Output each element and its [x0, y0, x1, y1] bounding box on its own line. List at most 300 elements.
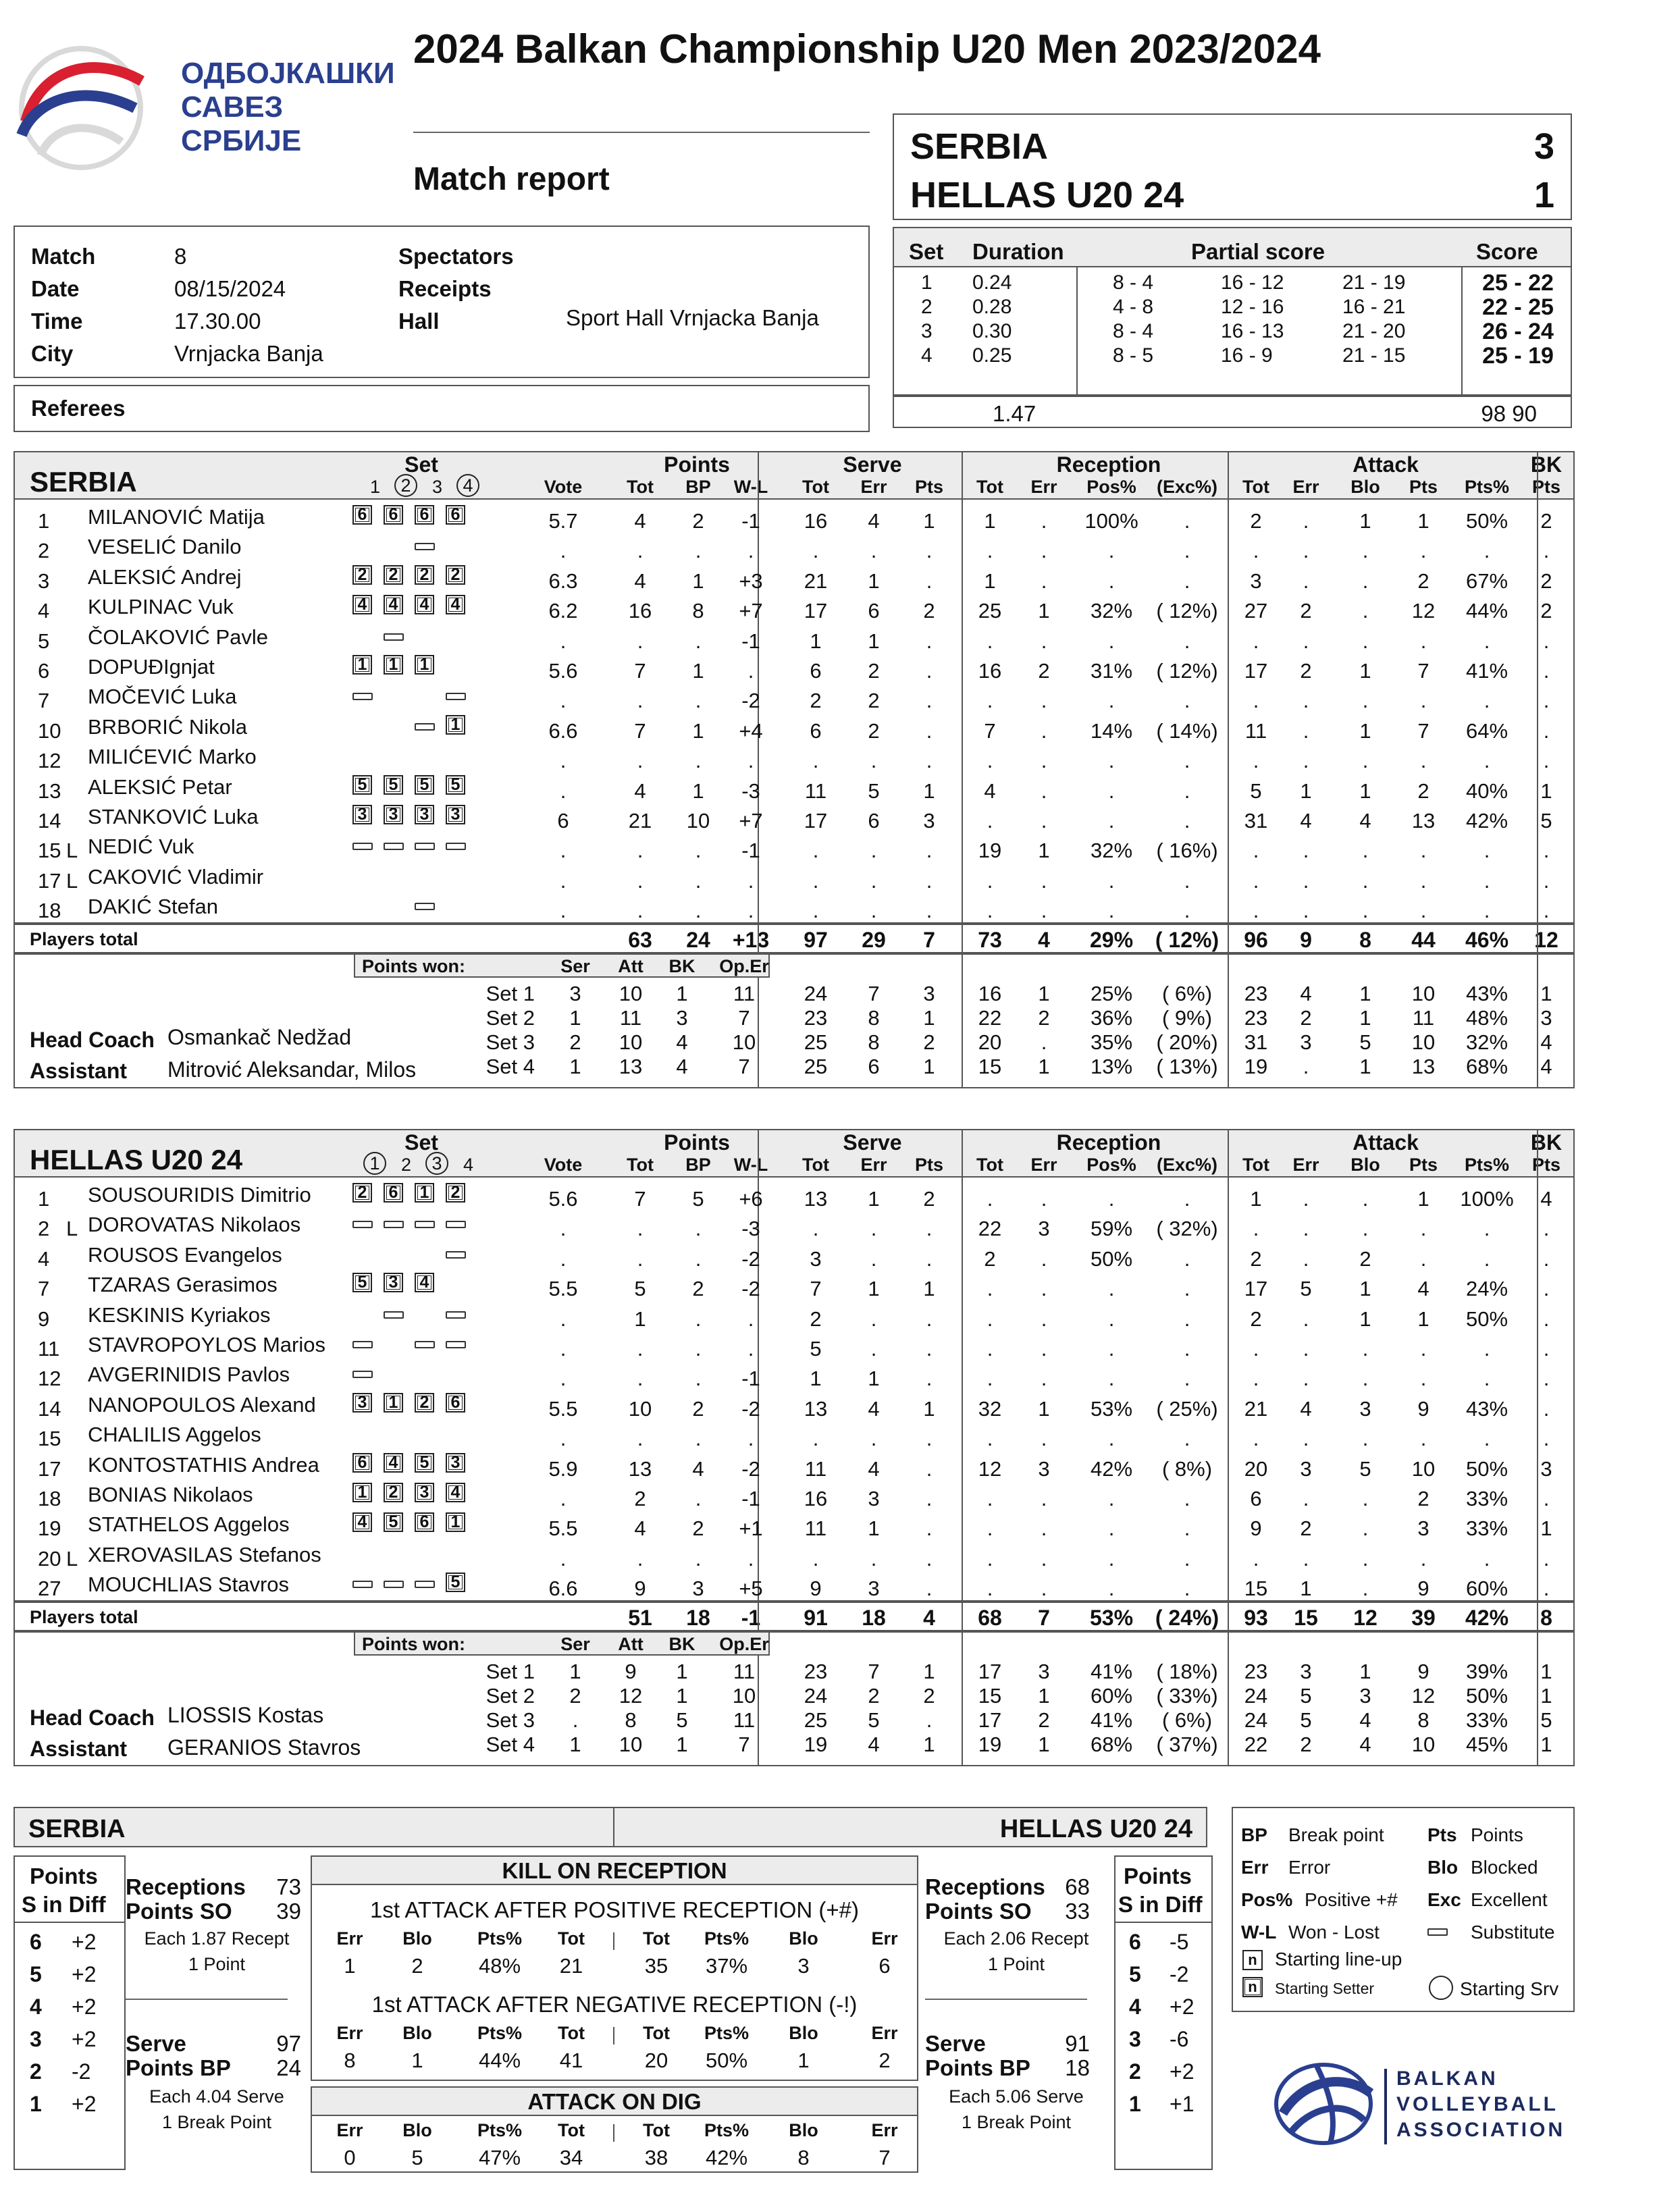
stat-rtot: .	[987, 1277, 993, 1301]
stat-wl: .	[747, 1546, 754, 1570]
setrow-bk: 1	[1540, 1683, 1552, 1708]
rotation-table-right	[1114, 1855, 1213, 2170]
stat-bp: 2	[692, 509, 704, 533]
stat-wl: .	[747, 659, 754, 683]
player-name: BRBORIĆ Nikola	[88, 714, 247, 739]
stat-apts: 2	[1417, 778, 1429, 803]
value-left: 48%	[478, 1954, 521, 1978]
receptions-label: Receptions	[126, 1874, 246, 1899]
stat-atot: 5	[1250, 778, 1262, 803]
setrow-bk: 1	[1540, 981, 1552, 1005]
stat-rpos: .	[1108, 1187, 1115, 1211]
label: Spectators	[398, 244, 514, 269]
divider	[1228, 925, 1229, 952]
col-header-left: Tot	[558, 2120, 585, 2140]
each-serve-b: 1 Break Point	[161, 2112, 272, 2132]
summary-team2-name: HELLAS U20 24	[999, 1815, 1192, 1843]
stat-aerr: 4	[1300, 1396, 1312, 1421]
subheader-rtot: Tot	[976, 1155, 1003, 1175]
total-aerr: 15	[1294, 1605, 1318, 1630]
stat-rtot: 19	[978, 839, 1002, 863]
stat-serr: .	[870, 899, 877, 923]
stat-apct: 100%	[1460, 1187, 1514, 1211]
setrow-ablo: 1	[1359, 981, 1371, 1005]
bva-divider	[1384, 2069, 1387, 2144]
stat-ablo: 1	[1359, 718, 1371, 743]
total-stot: 91	[804, 1605, 828, 1630]
player-name: CAKOVIĆ Vladimir	[88, 864, 264, 889]
starting-position: 1	[446, 715, 465, 735]
total-apts: 44	[1411, 927, 1436, 952]
set-duration: 0.28	[972, 296, 1012, 318]
divider	[1537, 955, 1538, 1087]
stat-bk: 2	[1540, 599, 1552, 623]
stat-apts: .	[1420, 899, 1427, 923]
starting-position: 3	[352, 1393, 372, 1413]
info-labels-2	[398, 240, 514, 338]
set-label: Set 1	[485, 1659, 535, 1683]
stat-ptot: .	[637, 839, 644, 863]
col-header-left: Pts%	[477, 2120, 523, 2140]
setrow-atot: 23	[1244, 1005, 1268, 1030]
setrow-atot: 23	[1244, 1659, 1268, 1683]
player-number: 27	[38, 1577, 61, 1601]
stat-atot: 9	[1250, 1516, 1262, 1541]
stat-ablo: .	[1362, 689, 1369, 713]
stat-aerr: 2	[1300, 659, 1312, 683]
stat-ptot: .	[637, 539, 644, 563]
stat-apct: .	[1484, 899, 1490, 923]
header-serve: Serve	[843, 1130, 902, 1155]
divider	[758, 925, 759, 952]
stat-bk: 1	[1540, 778, 1552, 803]
subheader-apts: Pts	[1409, 1155, 1438, 1175]
starting-position: 5	[384, 775, 403, 795]
stat-aerr: .	[1303, 1246, 1309, 1271]
stat-wl: -1	[741, 509, 760, 533]
stat-bk: .	[1543, 1487, 1550, 1510]
attack-on-dig-title: ATTACK ON DIG	[312, 2088, 917, 2116]
stat-stot: .	[812, 899, 819, 923]
each-recept: Each 1.87 Recept	[144, 1928, 290, 1949]
player-name: XEROVASILAS Stefanos	[88, 1542, 321, 1566]
stat-apts: .	[1420, 539, 1427, 563]
bva-line: ASSOCIATION	[1396, 2119, 1566, 2141]
substitute-marker	[352, 1341, 373, 1348]
stat-wl: -3	[741, 1217, 760, 1241]
player-number: 13	[38, 778, 61, 803]
stat-apts: .	[1420, 749, 1427, 773]
stat-serr: .	[870, 1246, 877, 1271]
stat-rerr: .	[1041, 1246, 1047, 1271]
each-serve: Each 4.04 Serve	[149, 2086, 284, 2107]
stat-rerr: 1	[1038, 1396, 1050, 1421]
stat-spts: 2	[923, 1187, 935, 1211]
stat-spts: .	[926, 899, 933, 923]
stat-atot: 3	[1250, 569, 1262, 593]
total-rtot: 68	[978, 1605, 1002, 1630]
rotation-s: 1	[30, 2092, 42, 2116]
stat-rpos: .	[1108, 569, 1115, 593]
points-bp-value: 24	[276, 2055, 301, 2080]
stat-rerr: .	[1041, 569, 1047, 593]
stat-rtot: .	[987, 809, 993, 833]
starting-position: 4	[446, 595, 465, 614]
stat-ptot: 1	[634, 1306, 646, 1331]
starting-position: 2	[415, 1393, 434, 1413]
team2-name: HELLAS U20 24	[910, 175, 1184, 215]
setrow-aerr: 2	[1300, 1005, 1312, 1030]
substitute-marker	[446, 843, 466, 850]
partial-8: 8 - 4	[1113, 271, 1154, 294]
legend-text: Points	[1471, 1824, 1523, 1845]
value-left: 44%	[478, 2049, 521, 2072]
value-right: 2	[878, 2049, 891, 2072]
stat-rtot: 32	[978, 1396, 1002, 1421]
subheader-wl: W-L	[733, 1155, 768, 1175]
stat-rerr: .	[1041, 749, 1047, 773]
stat-rtot: .	[987, 868, 993, 893]
label: Time	[31, 309, 83, 334]
substitute-marker	[446, 693, 466, 700]
match-date: 08/15/2024	[174, 276, 286, 301]
stat-rerr: .	[1041, 1187, 1047, 1211]
setrow-apts: 13	[1411, 1054, 1436, 1078]
header-reception: Reception	[1056, 452, 1161, 477]
receptions-label: Receptions	[925, 1874, 1045, 1899]
legend-text: Break point	[1288, 1824, 1384, 1845]
player-row	[15, 1242, 1568, 1271]
stat-rpos: .	[1108, 1367, 1115, 1391]
each-serve: Each 5.06 Serve	[949, 2086, 1084, 2107]
stat-rtot: 16	[978, 659, 1002, 683]
stat-apct: .	[1484, 839, 1490, 863]
stat-stot: 17	[804, 809, 828, 833]
setrow-rtot: 20	[978, 1030, 1002, 1054]
total-bp: 24	[686, 927, 710, 952]
legend-text: Starting Srv	[1460, 1978, 1559, 1999]
stat-serr: 3	[868, 1487, 880, 1510]
stat-ablo: .	[1362, 1187, 1369, 1211]
subheader-rexc: (Exc%)	[1156, 477, 1218, 497]
setrow-serr: 7	[868, 981, 880, 1005]
stat-aerr: .	[1303, 868, 1309, 893]
setrow-aerr: 3	[1300, 1659, 1312, 1683]
stat-ablo: .	[1362, 899, 1369, 923]
stat-stot: .	[812, 539, 819, 563]
substitute-marker	[415, 1221, 435, 1228]
starting-position: 1	[446, 1512, 465, 1532]
stat-bp: 8	[692, 599, 704, 623]
stat-bk: .	[1543, 689, 1550, 713]
value-right: 50%	[705, 2049, 748, 2072]
player-number: 12	[38, 1367, 61, 1391]
player-name: MOČEVIĆ Luka	[88, 685, 237, 709]
stat-apct: 33%	[1465, 1487, 1508, 1510]
partial-21: 21 - 15	[1342, 344, 1406, 367]
setrow-ser: 3	[569, 981, 581, 1005]
divider	[1537, 1633, 1538, 1765]
divider	[613, 1932, 614, 1950]
stat-rtot: .	[987, 1337, 993, 1361]
stat-rerr: .	[1041, 1487, 1047, 1510]
starting-position: 5	[446, 1573, 465, 1592]
stat-spts: .	[926, 868, 933, 893]
setrow-stot: 19	[804, 1732, 828, 1756]
total-wl: +13	[732, 927, 770, 952]
stat-bp: 1	[692, 659, 704, 683]
stat-atot: 21	[1244, 1396, 1268, 1421]
each-recept: Each 2.06 Recept	[943, 1928, 1089, 1949]
starting-position: 3	[352, 805, 372, 824]
stat-aerr: .	[1303, 1487, 1309, 1510]
player-name: MOUCHLIAS Stavros	[88, 1573, 290, 1597]
set-duration: 0.30	[972, 320, 1012, 342]
stat-ablo: 3	[1359, 1396, 1371, 1421]
player-name: KULPINAC Vuk	[88, 595, 234, 619]
stat-aerr: 2	[1300, 599, 1312, 623]
substitute-marker	[415, 843, 435, 850]
starting-position: 1	[384, 1393, 403, 1413]
starting-position: 3	[415, 805, 434, 824]
substitute-marker	[446, 1311, 466, 1319]
stat-stot: 2	[810, 689, 822, 713]
player-number: 7	[38, 689, 50, 713]
stat-apts: 2	[1417, 569, 1429, 593]
stat-atot: 15	[1244, 1577, 1268, 1601]
setrow-atot: 22	[1244, 1732, 1268, 1756]
stat-vote: .	[560, 1246, 567, 1271]
stat-stot: 9	[810, 1577, 822, 1601]
set-score: 25 - 19	[1482, 343, 1554, 369]
col-header-right: Tot	[643, 1928, 670, 1949]
stat-ptot: .	[637, 629, 644, 653]
legend-key: Pos%	[1241, 1889, 1293, 1910]
starting-position: 1	[384, 655, 403, 675]
set-score: 22 - 25	[1482, 294, 1554, 320]
starting-position: 1	[352, 1483, 372, 1502]
setrow-atot: 23	[1244, 981, 1268, 1005]
federation-line: СРБИЈЕ	[181, 124, 302, 157]
partial-8: 8 - 4	[1113, 320, 1154, 342]
stat-aerr: .	[1303, 1306, 1309, 1331]
setrow-rexc: ( 9%)	[1161, 1005, 1213, 1030]
player-number: 9	[38, 1306, 50, 1331]
points-so-label: Points SO	[126, 1899, 232, 1924]
total-points: 98 90	[1481, 401, 1537, 426]
stat-stot: 6	[810, 659, 822, 683]
stat-atot: 2	[1250, 509, 1262, 533]
setrow-atot: 24	[1244, 1708, 1268, 1732]
stat-rerr: .	[1041, 1577, 1047, 1601]
rotation-s: 3	[1129, 2027, 1141, 2051]
rotation-diff: +2	[1170, 2059, 1195, 2084]
player-stats-box	[14, 1129, 1575, 1602]
stat-vote: .	[560, 1337, 567, 1361]
stat-atot: .	[1253, 539, 1259, 563]
set-4-header-circled: 4	[456, 474, 479, 497]
stat-vote: .	[560, 689, 567, 713]
setrow-spts: 2	[923, 1030, 935, 1054]
stat-ablo: .	[1362, 569, 1369, 593]
stat-rerr: .	[1041, 899, 1047, 923]
col-header-left: Tot	[558, 2023, 585, 2043]
setrow-rexc: ( 6%)	[1161, 981, 1213, 1005]
stat-ptot: .	[637, 1337, 644, 1361]
legend-key: Blo	[1427, 1857, 1459, 1878]
value-left: 5	[411, 2146, 423, 2169]
starting-position: 4	[352, 1512, 372, 1532]
divider	[1228, 1633, 1229, 1765]
stat-rerr: .	[1041, 689, 1047, 713]
summary-team1-bar	[14, 1807, 614, 1847]
stat-vote: .	[560, 539, 567, 563]
stat-serr: 1	[868, 1516, 880, 1541]
stat-ptot: .	[637, 749, 644, 773]
stat-atot: 27	[1244, 599, 1268, 623]
stat-ablo: 5	[1359, 1456, 1371, 1481]
setrow-rerr: 1	[1038, 1054, 1050, 1078]
substitute-marker	[415, 543, 435, 550]
player-row	[15, 1392, 1568, 1421]
stat-ptot: 4	[634, 1516, 646, 1541]
substitute-marker	[352, 1221, 373, 1228]
stat-ptot: .	[637, 689, 644, 713]
player-name: VESELIĆ Danilo	[88, 535, 242, 559]
starting-position: 2	[384, 1483, 403, 1502]
starting-position: 1	[415, 655, 434, 675]
stat-rpos: .	[1108, 1487, 1115, 1510]
setrow-ablo: 4	[1359, 1732, 1371, 1756]
stat-rpos: 31%	[1090, 659, 1133, 683]
stat-atot: .	[1253, 1546, 1259, 1570]
total-atot: 93	[1244, 1605, 1268, 1630]
stat-rtot: .	[987, 1367, 993, 1391]
stat-rexc: ( 14%)	[1156, 718, 1218, 743]
stat-atot: .	[1253, 689, 1259, 713]
setrow-rerr: 1	[1038, 981, 1050, 1005]
player-number: 18	[38, 899, 61, 923]
setrow-apct: 33%	[1465, 1708, 1508, 1732]
setrow-oper: 7	[738, 1732, 750, 1756]
stat-rerr: 1	[1038, 839, 1050, 863]
set-label: Set 4	[485, 1732, 535, 1756]
stat-wl: -2	[741, 1396, 760, 1421]
stat-rtot: 25	[978, 599, 1002, 623]
player-row	[15, 743, 1568, 773]
stat-bk: .	[1543, 1367, 1550, 1391]
set-1-header: 1	[370, 477, 381, 497]
stat-apct: .	[1484, 1546, 1490, 1570]
starting-position: 6	[446, 1393, 465, 1413]
player-name: KONTOSTATHIS Andrea	[88, 1452, 319, 1477]
setrow-apct: 39%	[1465, 1659, 1508, 1683]
header-serve: Serve	[843, 452, 902, 477]
stat-bp: 1	[692, 569, 704, 593]
stat-aerr: 1	[1300, 1577, 1312, 1601]
set-score: 25 - 22	[1482, 270, 1554, 296]
team1-name: SERBIA	[910, 126, 1049, 167]
stat-apts: .	[1420, 1546, 1427, 1570]
setrow-atot: 31	[1244, 1030, 1268, 1054]
stat-rpos: 14%	[1090, 718, 1133, 743]
col-score: Score	[1476, 239, 1538, 264]
player-name: ČOLAKOVIĆ Pavle	[88, 625, 269, 649]
setrow-ablo: 1	[1359, 1659, 1371, 1683]
total-ablo: 8	[1359, 927, 1371, 952]
total-bp: 18	[686, 1605, 710, 1630]
setrow-atot: 24	[1244, 1683, 1268, 1708]
setrow-apct: 32%	[1465, 1030, 1508, 1054]
bva-logo	[1269, 2059, 1377, 2147]
stat-rtot: .	[987, 1187, 993, 1211]
setrow-rtot: 17	[978, 1708, 1002, 1732]
player-name: DAKIĆ Stefan	[88, 895, 218, 919]
stat-ablo: 4	[1359, 809, 1371, 833]
stat-rpos: .	[1108, 539, 1115, 563]
stat-atot: .	[1253, 629, 1259, 653]
col-att: Att	[618, 1633, 644, 1654]
rotation-s: 4	[30, 1995, 42, 2019]
player-row	[15, 1271, 1568, 1301]
stat-ptot: .	[637, 1546, 644, 1570]
stat-stot: 5	[810, 1337, 822, 1361]
total-bk: 8	[1540, 1605, 1552, 1630]
rotation-diff: -2	[1170, 1962, 1189, 1986]
stat-serr: .	[870, 1337, 877, 1361]
subheader-rerr: Err	[1030, 1155, 1057, 1175]
setrow-aerr: 5	[1300, 1683, 1312, 1708]
total-atot: 96	[1244, 927, 1268, 952]
stat-vote: 6.3	[548, 569, 578, 593]
legend-col-1	[1241, 1819, 1398, 1949]
stat-rexc: ( 16%)	[1156, 839, 1218, 863]
stat-ablo: 1	[1359, 778, 1371, 803]
setrow-serr: 8	[868, 1005, 880, 1030]
setrow-serr: 5	[868, 1708, 880, 1732]
stat-wl: +7	[739, 809, 763, 833]
stat-spts: .	[926, 839, 933, 863]
stat-ptot: 7	[634, 659, 646, 683]
stat-serr: 1	[868, 1277, 880, 1301]
set-3-header-circled: 3	[425, 1152, 448, 1175]
stat-stot: .	[812, 839, 819, 863]
stat-atot: 6	[1250, 1487, 1262, 1510]
total-rerr: 4	[1038, 927, 1050, 952]
setrow-serr: 6	[868, 1054, 880, 1078]
stat-bk: .	[1543, 1396, 1550, 1421]
setrow-stot: 24	[804, 1683, 828, 1708]
stat-serr: .	[870, 1306, 877, 1331]
value-left: 47%	[478, 2146, 521, 2169]
stat-bp: 1	[692, 778, 704, 803]
stat-apct: 64%	[1465, 718, 1508, 743]
stat-rerr: 3	[1038, 1456, 1050, 1481]
stat-wl: -1	[741, 1367, 760, 1391]
head-coach-name: Osmankač Nedžad	[167, 1024, 352, 1049]
stat-ptot: .	[637, 899, 644, 923]
player-name: ROUSOS Evangelos	[88, 1242, 282, 1267]
stat-bk: .	[1543, 718, 1550, 743]
stat-rerr: .	[1041, 1427, 1047, 1451]
substitute-marker	[415, 1341, 435, 1348]
setrow-ser: 1	[569, 1054, 581, 1078]
match-info-box	[14, 226, 870, 378]
stat-bp: .	[695, 868, 702, 893]
stat-ablo: .	[1362, 839, 1369, 863]
stat-apts: .	[1420, 1217, 1427, 1241]
legend-text: Won - Lost	[1288, 1922, 1380, 1943]
